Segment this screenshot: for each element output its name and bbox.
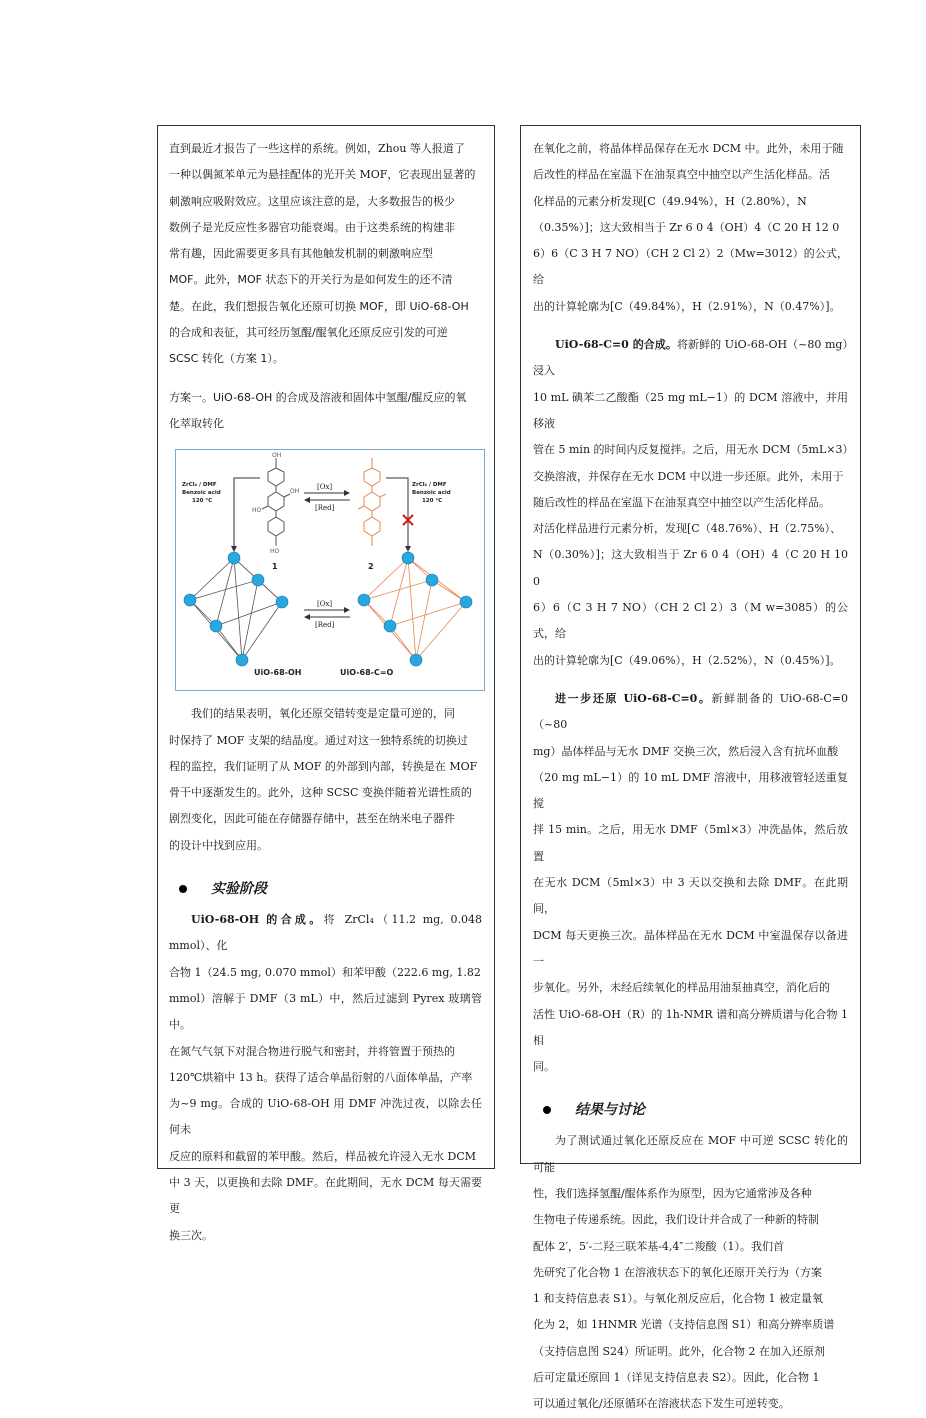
reduction-title: 进一步还原 UiO-68-C=0。 <box>555 691 712 705</box>
text-line: 骨干中逐渐发生的。此外，这种 SCSC 变换伴随着光谱性质的 <box>169 786 472 800</box>
text-line: 120℃烘箱中 13 h。获得了适合单晶衍射的八面体单晶，产率 <box>169 1070 473 1084</box>
zr-cluster-node <box>236 654 248 666</box>
text-line: （20 mg mL−1）的 10 mL DMF 溶液中，用移液管轻送重复搅 <box>533 770 848 811</box>
text-line: 楚。在此，我们想报告氧化还原可切换 MOF，即 UiO-68-OH <box>169 299 469 313</box>
reagent-right-1: ZrCl₄ / DMF <box>412 482 447 489</box>
red-label-bottom: [Red] <box>315 621 335 630</box>
mof-right-network <box>364 558 466 660</box>
compound-2-label: 2 <box>368 562 374 572</box>
left-cooh-top-label: OH <box>272 452 282 460</box>
text-line: 性，我们选择氢醌/醌体系作为原型，因为它通常涉及各种 <box>533 1186 812 1200</box>
text-line: 换三次。 <box>169 1228 213 1242</box>
red-arrowhead-top <box>304 497 310 503</box>
text-line: 在氧化之前，将晶体样品保存在无水 DCM 中。此外，未用于随 <box>533 142 844 155</box>
text-line: 数例子是光反应性多器官功能衰竭。由于这类系统的构建非 <box>169 220 455 234</box>
reagent-left-3: 120 °C <box>192 498 213 505</box>
ox-label-bottom: [Ox] <box>317 600 333 609</box>
text-line: 直到最近才报告了一些这样的系统。例如，Zhou 等人报道了 <box>169 142 465 155</box>
text-line: 1 和支持信息表 S1）。与氧化剂反应后，化合物 1 被定量氧 <box>533 1292 824 1306</box>
text-line: 为了测试通过氧化还原反应在 MOF 中可逆 SCSC 转化的可能 <box>533 1134 848 1174</box>
section-heading-experimental <box>169 879 482 899</box>
text-line: 同。 <box>533 1060 555 1074</box>
red-arrowhead-bottom <box>304 614 310 620</box>
text-line: 活性 UiO-68-OH（R）的 1h-NMR 谱和高分辨质谱与化合物 1 相 <box>533 1007 848 1047</box>
reagent-left-2: Benzoic acid <box>182 490 221 497</box>
zr-cluster-node <box>252 574 264 586</box>
text-line: 时保持了 MOF 支架的结晶度。通过对这一独特系统的切换过 <box>169 733 468 747</box>
text-line: 随后改性的样品在室温下在油泵真空中抽空以产生活化样品。 <box>533 495 830 509</box>
zr-cluster-node <box>402 552 414 564</box>
text-line: 后改性的样品在室温下在油泵真空中抽空以产生活化样品。活 <box>533 168 830 182</box>
mof-left-label: UiO-68-OH <box>254 668 302 678</box>
continuation-paragraph <box>533 136 848 320</box>
text-line: 出的计算轮廓为[C（49.06%），H（2.52%），N（0.45%）]。 <box>533 653 841 667</box>
text-line: MOF。此外，MOF 状态下的开关行为是如何发生的还不清 <box>169 273 453 287</box>
ox-label-top: [Ox] <box>317 483 333 492</box>
heading-text: 实验阶段 <box>211 881 267 898</box>
text-line <box>533 686 848 739</box>
text-line: 化为 2，如 1HNMR 光谱（支持信息图 S1）和高分辨率质谱 <box>533 1318 835 1332</box>
synthesis-paragraph <box>169 907 482 1249</box>
text-line: mmol）溶解于 DMF（3 mL）中，然后过滤到 Pyrex 玻璃管中。 <box>169 991 482 1032</box>
text-line <box>533 332 848 385</box>
left-oh-label: OH <box>290 488 300 496</box>
text-line: 生物电子传递系统。因此，我们设计并合成了一种新的特制 <box>533 1213 819 1227</box>
section-heading-results <box>533 1100 848 1120</box>
text-line: DCM 每天更换三次。晶体样品在无水 DCM 中室温保存以备进一 <box>533 928 848 968</box>
red-label-top: [Red] <box>315 504 335 513</box>
left-cooh-bottom-label: HO <box>270 548 280 556</box>
zr-cluster-node <box>210 620 222 632</box>
text-line: 合物 1（24.5 mg, 0.070 mmol）和苯甲酸（222.6 mg, 1.82 <box>169 965 481 979</box>
synthesis-arrowhead-left <box>231 546 237 552</box>
text-line: （0.35%）]；这大致相当于 Zr 6 0 4（OH）4（C 20 H 12 0 <box>533 220 840 234</box>
text-line: 对活化样品进行元素分析，发现[C（48.76%）、H（2.75%）、 <box>533 522 842 536</box>
heading-text: 结果与讨论 <box>575 1102 645 1119</box>
discussion-paragraph <box>533 1128 848 1417</box>
compound-1-structure <box>262 458 290 546</box>
zr-cluster-node <box>460 596 472 608</box>
text-line: 配体 2′，5′-二羟三联苯基-4,4″二羧酸（1）。我们首 <box>533 1239 785 1253</box>
reagent-left-1: ZrCl₄ / DMF <box>182 482 217 489</box>
left-ho-label: HO <box>252 507 262 515</box>
mof-right-label: UiO-68-C=O <box>340 668 394 678</box>
co-synthesis-title: UiO-68-C=0 的合成。 <box>555 338 677 352</box>
zr-cluster-node <box>384 620 396 632</box>
text-line: 出的计算轮廓为[C（49.84%），H（2.91%），N（0.47%）]。 <box>533 299 841 313</box>
text-line: 可以通过氧化/还原循环在溶液状态下发生可逆转变。 <box>533 1397 790 1411</box>
text-line: 中 3 天，以更换和去除 DMF。在此期间，无水 DCM 每天需要更 <box>169 1176 482 1216</box>
reduction-paragraph <box>533 686 848 1080</box>
co-synthesis-paragraph <box>533 332 854 674</box>
reduction-text: 新鲜制备的 UiO-68-C=0（~80 <box>533 691 848 732</box>
text-line: 步氧化。另外，未经后续氧化的样品用油泵抽真空，消化后的 <box>533 981 830 995</box>
text-line: SCSC 转化（方案 1）。 <box>169 352 284 366</box>
results-paragraph <box>169 701 482 859</box>
reagent-right-3: 120 °C <box>422 498 443 505</box>
ox-arrowhead-top <box>344 490 350 496</box>
text-line: 一种以偶氮苯单元为悬挂配体的光开关 MOF，它表现出显著的 <box>169 168 476 182</box>
left-column <box>157 125 495 1242</box>
zr-cluster-node <box>228 552 240 564</box>
text-line: 在氮气气氛下对混合物进行脱气和密封，并将管置于预热的 <box>169 1044 455 1058</box>
right-column <box>520 125 861 1411</box>
text-line: 程的监控，我们证明了从 MOF 的外部到内部，转换是在 MOF <box>169 759 478 773</box>
text-line: 交换溶液，并保存在无水 DCM 中以进一步还原。此外，未用于 <box>533 469 844 483</box>
text-line: 管在 5 min 的时间内反复搅拌。之后，用无水 DCM（5mL×3） <box>533 443 854 457</box>
text-line: 6）6（C 3 H 7 NO）（CH 2 Cl 2）2（Mw=3012）的公式，给 <box>533 247 848 287</box>
synthesis-arrow-right <box>386 478 408 546</box>
text-line: 6）6（C 3 H 7 NO）（CH 2 Cl 2）3（M w=3085）的公式，给 <box>533 601 848 641</box>
text-line: （支持信息图 S24）所证明。此外，化合物 2 在加入还原剂 <box>533 1344 826 1358</box>
text-line: mg）晶体样品与无水 DMF 交换三次，然后浸入含有抗坏血酸 <box>533 744 839 758</box>
text-line: 10 mL 碘苯二乙酸酯（25 mg mL−1）的 DCM 溶液中，并用移液 <box>533 390 848 430</box>
bullet-icon <box>543 1106 551 1114</box>
text-line: 化样品的元素分析发现[C（49.94%），H（2.80%），N <box>533 194 807 208</box>
scheme-diagram <box>176 450 482 688</box>
text-line: 的合成和表征，其可经历氢醌/醌氧化还原反应引发的可逆 <box>169 326 448 340</box>
text-line: 常有趣，因此需要更多具有其他触发机制的刺激响应型 <box>169 247 433 261</box>
zr-cluster-node <box>358 594 370 606</box>
text-line: 剧烈变化，因此可能在存储器存储中，甚至在纳米电子器件 <box>169 812 455 826</box>
synthesis-arrowhead-right <box>405 546 411 552</box>
text-line: 拌 15 min。之后，用无水 DMF（5ml×3）冲洗晶体，然后放置 <box>533 823 848 863</box>
text-line <box>169 907 482 960</box>
compound-1-label: 1 <box>272 562 278 572</box>
text-line: 先研究了化合物 1 在溶液状态下的氧化还原开关行为（方案 <box>533 1265 822 1279</box>
synthesis-text: 将 ZrCl₄（11.2 mg, 0.048 mmol）、化 <box>169 913 483 953</box>
ox-arrowhead-bottom <box>344 607 350 613</box>
scheme-caption <box>169 385 482 438</box>
zr-cluster-node <box>184 594 196 606</box>
zr-cluster-node <box>276 596 288 608</box>
intro-paragraph <box>169 136 482 373</box>
reagent-right-2: Benzoic acid <box>412 490 451 497</box>
text-line: 我们的结果表明，氧化还原交错转变是定量可逆的，同 <box>191 707 455 721</box>
text-line: 的设计中找到应用。 <box>169 838 268 852</box>
co-synthesis-text: 将新鲜的 UiO-68-OH（~80 mg）浸入 <box>533 338 848 378</box>
zr-cluster-node <box>426 574 438 586</box>
bullet-icon <box>179 885 187 893</box>
text-line: 方案一。UiO-68-OH 的合成及溶液和固体中氢醌/醌反应的氧 <box>169 390 467 404</box>
compound-2-structure <box>358 458 386 546</box>
text-line: 刺激响应吸附效应。这里应该注意的是，大多数报告的极少 <box>169 194 455 208</box>
mof-left-network <box>190 558 282 660</box>
scheme-figure <box>175 449 485 691</box>
synthesis-title: UiO-68-OH 的合成。 <box>191 913 324 927</box>
text-line: 化萃取转化 <box>169 416 224 430</box>
text-line: N（0.30%）]；这大致相当于 Zr 6 0 4（OH）4（C 20 H 10 0 <box>533 548 848 588</box>
zr-cluster-node <box>410 654 422 666</box>
text-line: 后可定量还原回 1（详见支持信息表 S2）。因此，化合物 1 <box>533 1371 820 1385</box>
text-line: 在无水 DCM（5ml×3）中 3 天以交换和去除 DMF。在此期间， <box>533 876 848 916</box>
text-line: 反应的原料和截留的苯甲酸。然后，样品被允许浸入无水 DCM <box>169 1149 476 1163</box>
text-line: 为~9 mg。合成的 UiO-68-OH 用 DMF 冲洗过夜，以除去任何未 <box>169 1097 482 1137</box>
